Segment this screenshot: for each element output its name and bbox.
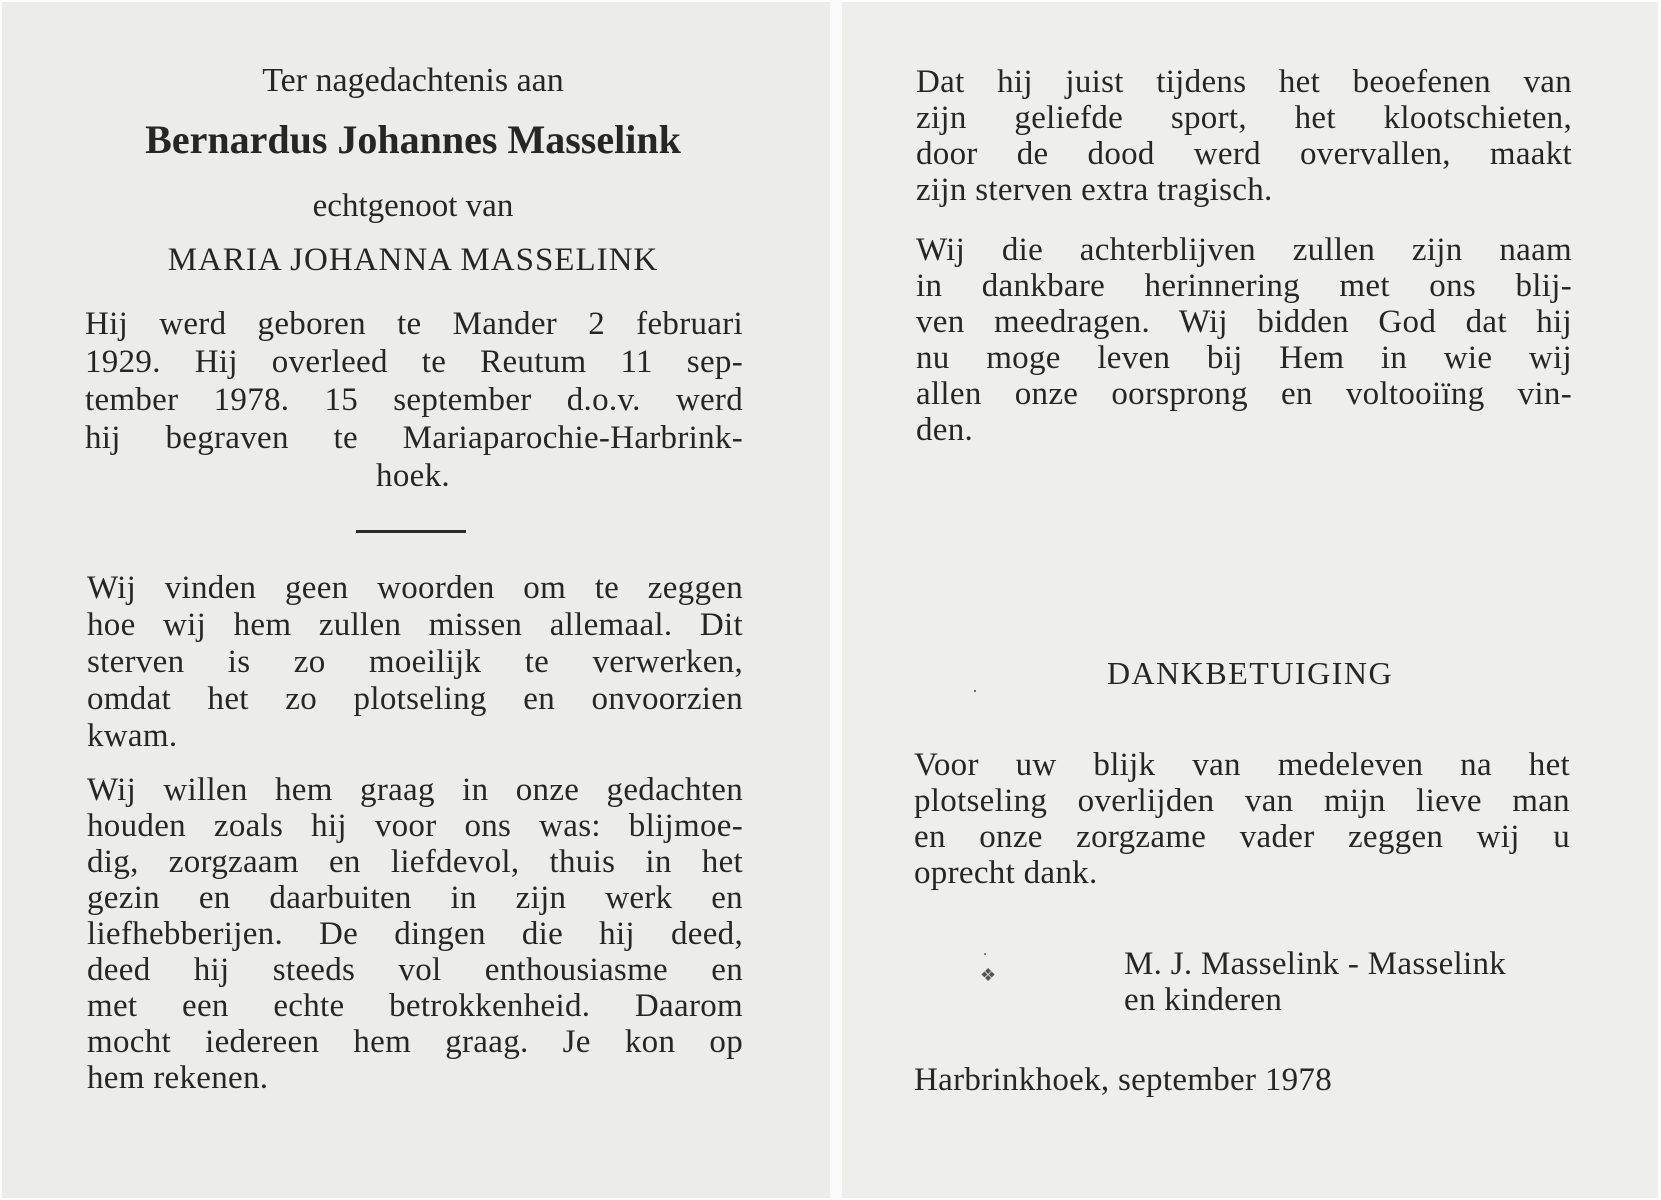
signature-line: en kinderen bbox=[1124, 982, 1283, 1018]
paragraph-line: Wij willen hem graag in onze gedachten bbox=[87, 772, 743, 808]
paragraph-line: mocht iedereen hem graag. Je kon op bbox=[87, 1024, 743, 1060]
deceased-name: Bernardus Johannes Masselink bbox=[145, 117, 681, 162]
paragraph-line: dig, zorgzaam en liefdevol, thuis in het bbox=[87, 844, 743, 880]
paragraph-line: zijn sterven extra tragisch. bbox=[916, 172, 1273, 208]
bio-line: hij begraven te Mariaparochie-Harbrink- bbox=[85, 420, 743, 456]
paragraph-line: ven meedragen. Wij bidden God dat hij bbox=[916, 304, 1572, 340]
in-memory-line: Ter nagedachtenis aan bbox=[262, 62, 564, 99]
paragraph-line: liefhebberijen. De dingen die hij deed, bbox=[87, 916, 743, 952]
spouse-name: MARIA JOHANNA MASSELINK bbox=[167, 242, 659, 278]
paragraph-line: Wij vinden geen woorden om te zeggen bbox=[87, 570, 743, 606]
speck-mark: ❖ bbox=[980, 965, 997, 985]
paragraph-line: in dankbare herinnering met ons blij- bbox=[916, 268, 1572, 304]
bio-line: 1929. Hij overleed te Reutum 11 sep- bbox=[85, 344, 743, 380]
signature-line: M. J. Masselink - Masselink bbox=[1124, 946, 1507, 982]
paragraph-line: en onze zorgzame vader zeggen wij u bbox=[914, 819, 1570, 855]
paragraph-line: hoe wij hem zullen missen allemaal. Dit bbox=[87, 607, 743, 643]
paragraph-line: kwam. bbox=[87, 718, 178, 754]
paragraph-line: deed hij steeds vol enthousiasme en bbox=[87, 952, 743, 988]
paragraph-line: sterven is zo moeilijk te verwerken, bbox=[87, 644, 743, 680]
right-card-panel bbox=[842, 2, 1658, 1198]
divider-rule bbox=[356, 530, 466, 533]
paragraph-line: plotseling overlijden van mijn lieve man bbox=[914, 783, 1570, 819]
bio-line: Hij werd geboren te Mander 2 februari bbox=[85, 306, 743, 342]
bio-line: hoek. bbox=[376, 458, 450, 494]
spouse-of-line: echtgenoot van bbox=[312, 188, 514, 224]
bio-line: tember 1978. 15 september d.o.v. werd bbox=[85, 382, 743, 418]
paragraph-line: Voor uw blijk van medeleven na het bbox=[914, 747, 1570, 783]
paragraph-line: den. bbox=[916, 412, 974, 448]
paragraph-line: houden zoals hij voor ons was: blijmoe- bbox=[87, 808, 743, 844]
paragraph-line: omdat het zo plotseling en onvoorzien bbox=[87, 681, 743, 717]
paragraph-line: allen onze oorsprong en voltooiïng vin- bbox=[916, 376, 1572, 412]
place-date: Harbrinkhoek, september 1978 bbox=[914, 1062, 1333, 1098]
card-fold-gutter bbox=[830, 0, 842, 1200]
speck-mark: ˙ bbox=[982, 949, 988, 969]
left-card-panel bbox=[2, 2, 830, 1198]
paragraph-line: hem rekenen. bbox=[87, 1060, 269, 1096]
paragraph-line: gezin en daarbuiten in zijn werk en bbox=[87, 880, 743, 916]
paragraph-line: met een echte betrokkenheid. Daarom bbox=[87, 988, 743, 1024]
paragraph-line: Dat hij juist tijdens het beoefenen van bbox=[916, 64, 1572, 100]
paragraph-line: nu moge leven bij Hem in wie wij bbox=[916, 340, 1572, 376]
paragraph-line: oprecht dank. bbox=[914, 855, 1098, 891]
paragraph-line: Wij die achterblijven zullen zijn naam bbox=[916, 232, 1572, 268]
paragraph-line: door de dood werd overvallen, maakt bbox=[916, 136, 1572, 172]
thanks-heading: DANKBETUIGING bbox=[1106, 655, 1394, 691]
speck-mark: · bbox=[972, 681, 978, 701]
paragraph-line: zijn geliefde sport, het klootschieten, bbox=[916, 100, 1572, 136]
